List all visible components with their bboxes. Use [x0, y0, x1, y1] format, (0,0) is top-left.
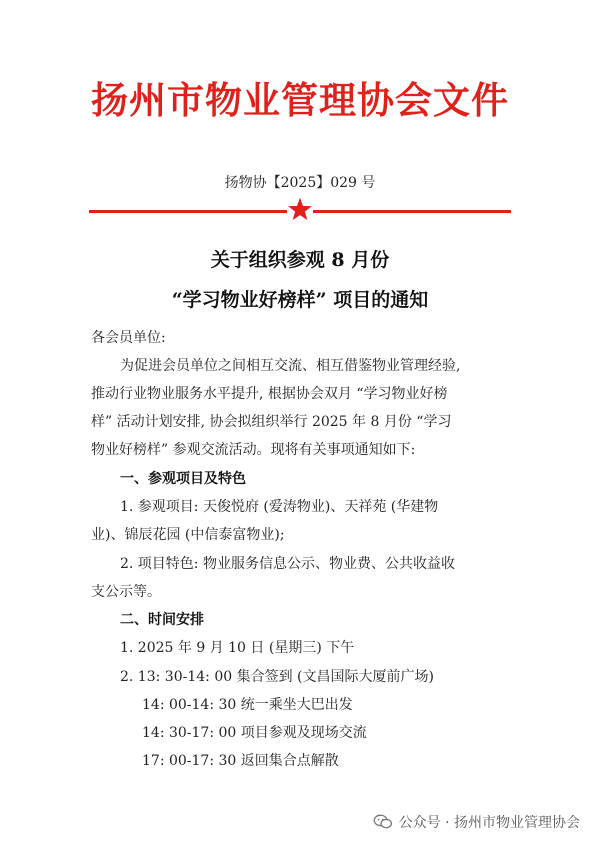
intro-line: 推动行业物业服务水平提升, 根据协会双月 “学习物业好榜: [91, 386, 448, 402]
document-number: 扬物协【2025】029 号: [224, 175, 376, 191]
section2-heading: 二、时间安排: [120, 612, 204, 628]
notice-title-line2: “学习物业好榜样” 项目的通知: [171, 289, 429, 311]
red-star-icon: [287, 196, 313, 222]
intro-line: 为促进会员单位之间相互交流、相互借鉴物业管理经验,: [120, 358, 461, 374]
salutation: 各会员单位:: [91, 330, 166, 346]
red-divider-right: [313, 210, 511, 213]
intro-line: 样” 活动计划安排, 协会拟组织举行 2025 年 8 月份 “学习: [91, 414, 452, 430]
masthead-title: 扬州市物业管理协会文件: [91, 78, 509, 122]
intro-line: 物业好榜样” 参观交流活动。现将有关事项通知如下:: [91, 442, 416, 458]
schedule-line: 14: 00-14: 30 统一乘坐大巴出发: [142, 697, 353, 713]
schedule-line: 2. 13: 30-14: 00 集合签到 (文昌国际大厦前广场): [120, 669, 434, 685]
section1-heading: 一、参观项目及特色: [120, 471, 246, 487]
schedule-line: 1. 2025 年 9 月 10 日 (星期三) 下午: [120, 640, 355, 656]
item1-line: 1. 参观项目: 天俊悦府 (爱涛物业)、天祥苑 (华建物: [120, 499, 439, 515]
item2-line: 支公示等。: [91, 584, 161, 600]
item1-line: 业)、锦辰花园 (中信泰富物业);: [91, 527, 285, 543]
item2-line: 2. 项目特色: 物业服务信息公示、物业费、公共收益收: [120, 556, 455, 572]
schedule-line: 17: 00-17: 30 返回集合点解散: [142, 753, 339, 769]
wechat-icon: [373, 814, 393, 830]
notice-title-line1: 关于组织参观 8 月份: [210, 249, 390, 271]
red-divider-left: [89, 210, 287, 213]
schedule-line: 14: 30-17: 00 项目参观及现场交流: [142, 725, 367, 741]
footer-text: 公众号 · 扬州市物业管理协会: [398, 815, 580, 831]
watermark-footer: [373, 812, 580, 832]
